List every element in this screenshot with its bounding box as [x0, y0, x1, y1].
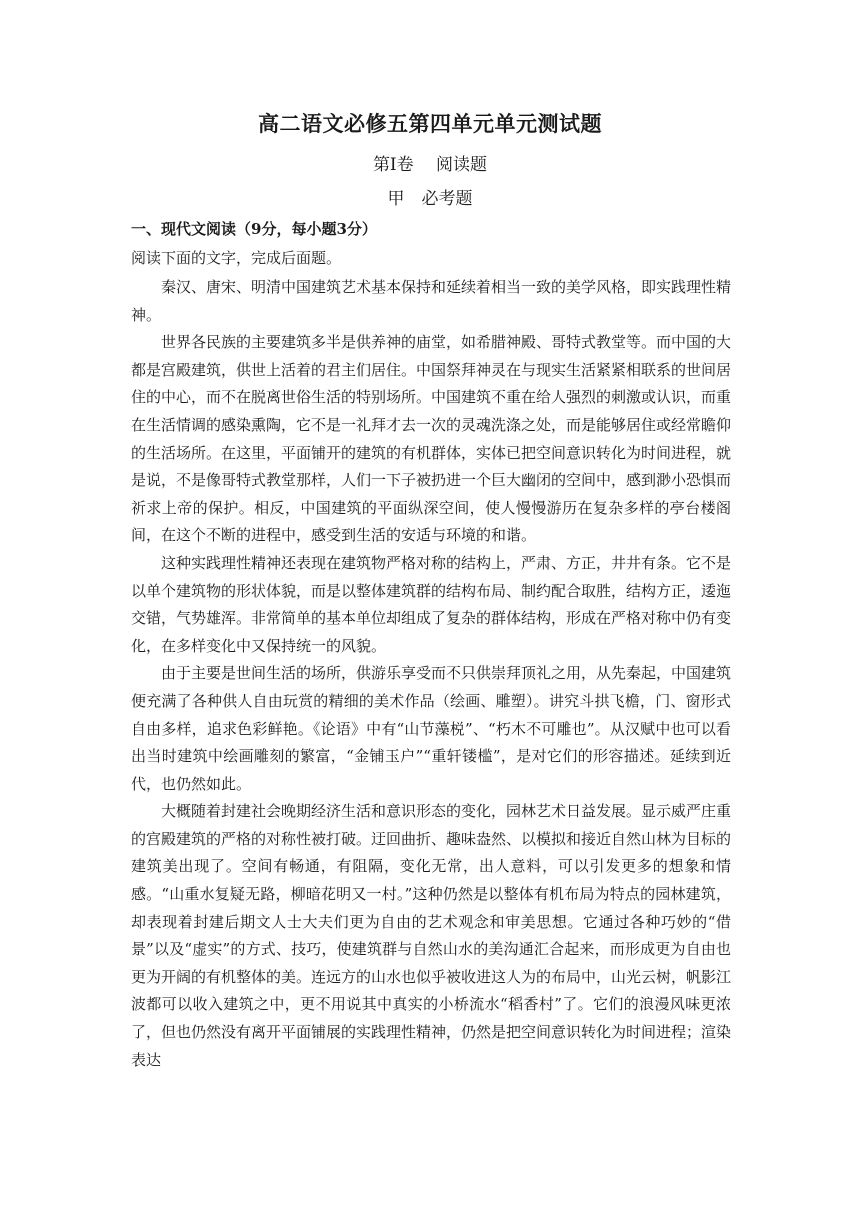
paragraph: 由于主要是世间生活的场所，供游乐享受而不只供崇拜顶礼之用，从先秦起，中国建筑便充满了各种供人自由玩赏的精细的美术作品（绘画、雕塑）。讲究斗拱飞檐，门、窗形式自由多样，追求色彩鲜艳。《论语》中有“山节藻棁”、“朽木不可雕也”。从汉赋中也可以看出当时建筑中绘画雕刻的繁富，“金铺玉户”“重轩镂槛”，是对它们的形容描述。延续到近代，也仍然如此。 [131, 664, 732, 793]
instruction-text: 阅读下面的文字，完成后面题。 [131, 249, 342, 267]
reading-passage [131, 274, 731, 1074]
section-heading: 一、现代文阅读（9分，每小题3分） [131, 220, 377, 238]
volume-heading: 第Ⅰ卷 阅读题 [372, 155, 488, 175]
document-title: 高二语文必修五第四单元单元测试题 [258, 111, 602, 136]
part-heading: 甲 必考题 [387, 189, 473, 209]
paragraph: 世界各民族的主要建筑多半是供养神的庙堂，如希腊神殿、哥特式教堂等。而中国的大都是宫殿建筑，供世上活着的君主们居住。中国祭拜神灵在与现实生活紧紧相联系的世间居住的中心，而不在脱离世俗生活的特别场所。中国建筑不重在给人强烈的刺激或认识，而重在生活情调的感染熏陶，它不是一礼拜才去一次的灵魂洗涤之处，而是能够居住或经常瞻仰的生活场所。在这里，平面铺开的建筑的有机群体，实体已把空间意识转化为时间进程，就是说，不是像哥特式教堂那样，人们一下子被扔进一个巨大幽闭的空间中，感到渺小恐惧而祈求上帝的保护。相反，中国建筑的平面纵深空间，使人慢慢游历在复杂多样的亭台楼阁间，在这个不断的进程中，感受到生活的安适与环境的和谐。 [131, 333, 732, 545]
paragraph: 秦汉、唐宋、明清中国建筑艺术基本保持和延续着相当一致的美学风格，即实践理性精神。 [131, 278, 732, 324]
paragraph: 大概随着封建社会晚期经济生活和意识形态的变化，园林艺术日益发展。显示威严庄重的宫殿建筑的严格的对称性被打破。迂回曲折、趣味盎然、以模拟和接近自然山林为目标的建筑美出现了。空间有畅通，有阻隔，变化无常，出人意料，可以引发更多的想象和情感。“山重水复疑无路，柳暗花明又一村。”这种仍然是以整体有机布局为特点的园林建筑，却表现着封建后期文人士大夫们更为自由的艺术观念和审美思想。它通过各种巧妙的“借景”以及“虚实”的方式、技巧，使建筑群与自然山水的美沟通汇合起来，而形成更为自由也更为开阔的有机整体的美。连远方的山水也似乎被收进这人为的布局中，山光云树，帆影江波都可以收入建筑之中，更不用说其中真实的小桥流水“稻香村”了。它们的浪漫风味更浓了，但也仍然没有离开平面铺展的实践理性精神，仍然是把空间意识转化为时间进程；渲染表达 [131, 802, 732, 1069]
paragraph: 这种实践理性精神还表现在建筑物严格对称的结构上，严肃、方正，井井有条。它不是以单个建筑物的形状体貌，而是以整体建筑群的结构布局、制约配合取胜，结构方正，逶迤交错，气势雄浑。非常简单的基本单位却组成了复杂的群体结构，形成在严格对称中仍有变化，在多样变化中又保持统一的风貌。 [131, 553, 732, 655]
